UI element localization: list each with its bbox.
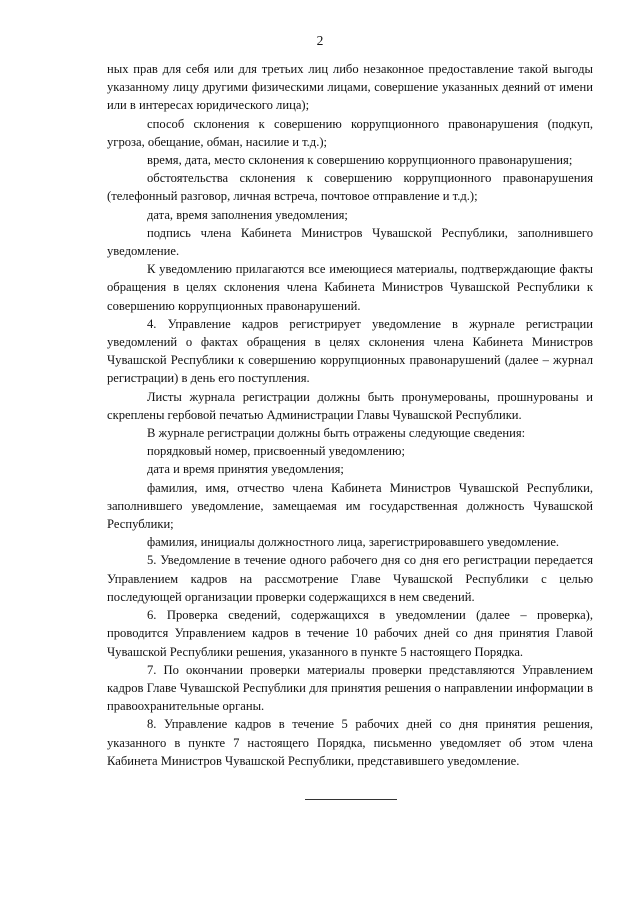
paragraph-acceptance-date: дата и время принятия уведомления;	[147, 462, 344, 477]
paragraph-method: способ склонения к совершению коррупционного правонарушения (подкуп, угроза, обещание, обман, насилие и т.д.);	[107, 116, 593, 149]
paragraph-attachments: К уведомлению прилагаются все имеющиеся материалы, подтверждающие факты обращения в целях склонения члена Кабинета Министров Чувашской Республики к совершению коррупционных правонарушений.	[107, 262, 593, 313]
paragraph-item-4: 4. Управление кадров регистрирует уведомление в журнале регистрации уведомлений о фактах обращения в целях склонения члена Кабинета Министров Чувашской Республики к совершению коррупционных правонарушений (далее – журнал регистрации) в день его поступления.	[107, 316, 593, 386]
paragraph-continuation: ных прав для себя или для третьих лиц либо незаконное предоставление такой выгоды указанному лицу другими физическими лицами, совершение указанных деяний от имени или в интересах юридического лица);	[107, 62, 593, 113]
page-number: 2	[316, 33, 324, 48]
paragraph-item-5: 5. Уведомление в течение одного рабочего дня со дня его регистрации передается Управлением кадров на рассмотрение Главе Чувашской Республики с целью последующей организации проверки содержащихся в нем сведений.	[107, 553, 593, 604]
paragraph-item-6: 6. Проверка сведений, содержащихся в уведомлении (далее – проверка), проводится Управлением кадров в течение 10 рабочих дней со дня принятия Главой Чувашской Республики решения, указанного в пункте 5 настоящего Порядка.	[107, 608, 593, 659]
end-separator-line	[305, 799, 397, 800]
paragraph-member-name: фамилия, имя, отчество члена Кабинета Министров Чувашской Республики, заполнившего уведомление, замещаемая им государственная должность Чувашской Республики;	[107, 480, 593, 532]
paragraph-item-8: 8. Управление кадров в течение 5 рабочих дней со дня принятия решения, указанного в пункте 7 настоящего Порядка, письменно уведомляет об этом члена Кабинета Министров Чувашской Республики, представившего уведомление.	[107, 717, 593, 768]
paragraph-official-name: фамилия, инициалы должностного лица, зарегистрировавшего уведомление.	[147, 535, 560, 550]
document-body	[107, 60, 593, 770]
paragraph-journal-fields: В журнале регистрации должны быть отражены следующие сведения:	[147, 426, 526, 441]
paragraph-signature: подпись члена Кабинета Министров Чувашской Республики, заполнившего уведомление.	[107, 225, 593, 259]
paragraph-item-7: 7. По окончании проверки материалы проверки представляются Управлением кадров Главе Чувашской Республики для принятия решения о направлении информации в правоохранительные органы.	[107, 662, 593, 714]
paragraph-journal-sheets: Листы журнала регистрации должны быть пронумерованы, прошнурованы и скреплены гербовой печатью Администрации Главы Чувашской Республики.	[107, 389, 593, 422]
paragraph-fill-date: дата, время заполнения уведомления;	[147, 207, 348, 222]
paragraph-time-place: время, дата, место склонения к совершению коррупционного правонарушения;	[147, 153, 573, 168]
paragraph-serial-number: порядковый номер, присвоенный уведомлению;	[147, 444, 405, 459]
paragraph-circumstances: обстоятельства склонения к совершению коррупционного правонарушения (телефонный разговор, личная встреча, почтовое отправление и т.д.);	[107, 171, 593, 204]
